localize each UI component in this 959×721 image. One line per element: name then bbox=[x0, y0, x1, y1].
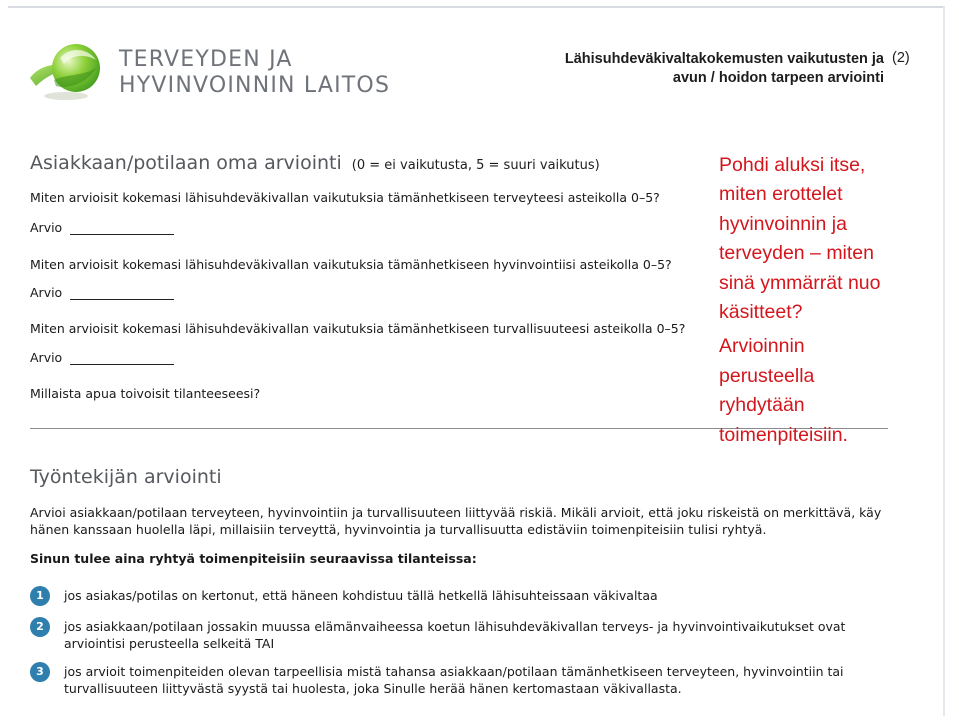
worker-instructions bbox=[30, 504, 920, 538]
side-note-line: Arvioinnin bbox=[719, 335, 805, 358]
action-item-text bbox=[64, 618, 894, 652]
top-border bbox=[8, 6, 943, 8]
action-item-text bbox=[64, 587, 894, 604]
side-note-line: perusteella bbox=[719, 364, 815, 387]
page-marker: (2) bbox=[892, 50, 910, 66]
worker-instructions-line2: hänen kanssaan huolella läpi, millaisiin terveyttä, hyvinvointia ja turvallisuutta edistäviin toimenpiteisiin tulisi ryhtyä. bbox=[30, 522, 767, 537]
side-note-line: terveyden – miten bbox=[719, 242, 875, 265]
thl-logo bbox=[26, 38, 391, 102]
question-health: Miten arvioisit kokemasi lähisuhdeväkivallan vaikutuksia tämänhetkiseen terveyteesi asteikolla 0–5? bbox=[30, 190, 660, 205]
side-note-line: ryhdytään bbox=[719, 394, 805, 417]
arvio-answer-line-1[interactable] bbox=[70, 234, 174, 235]
action-item-line1: jos arvioit toimenpiteiden olevan tarpeellisia mistä tahansa asiakkaan/potilaan tämänhetkiseen terveyteen, hyvinvointiin tai bbox=[64, 664, 844, 679]
question-wellbeing: Miten arvioisit kokemasi lähisuhdeväkivallan vaikutuksia tämänhetkiseen hyvinvointiisi asteikolla 0–5? bbox=[30, 257, 672, 272]
document-title-line2: avun / hoidon tarpeen arviointi bbox=[672, 70, 884, 86]
right-border bbox=[943, 6, 945, 716]
action-item-line2: arviointisi perusteella selkeitä TAI bbox=[64, 636, 275, 651]
document-title-line1: Lähisuhdeväkivaltakokemusten vaikutusten ja bbox=[564, 51, 884, 67]
side-note bbox=[719, 151, 880, 450]
number-badge-3: 3 bbox=[30, 662, 50, 682]
side-note-line: sinä ymmärrät nuo bbox=[719, 271, 881, 294]
document-title bbox=[565, 50, 884, 88]
logo-text-line2: HYVINVOINNIN LAITOS bbox=[119, 73, 391, 98]
logo-leaf-icon bbox=[26, 38, 106, 102]
side-note-line: hyvinvoinnin ja bbox=[719, 212, 847, 235]
scale-note: (0 = ei vaikutusta, 5 = suuri vaikutus) bbox=[351, 158, 600, 173]
arvio-label-3: Arvio bbox=[30, 350, 63, 365]
help-question: Millaista apua toivoisit tilanteeseesi? bbox=[30, 386, 261, 401]
side-note-line: miten erottelet bbox=[719, 183, 843, 206]
action-item-line1: jos asiakkaan/potilaan jossakin muussa elämänvaiheessa koetun lähisuhdeväkivallan terveys- ja hyvinvointivaikutukset ovat bbox=[64, 619, 846, 634]
must-act-heading: Sinun tulee aina ryhtyä toimenpiteisiin seuraavissa tilanteissa: bbox=[30, 551, 477, 566]
number-badge-2: 2 bbox=[30, 617, 50, 637]
arvio-answer-line-3[interactable] bbox=[70, 364, 174, 365]
question-safety: Miten arvioisit kokemasi lähisuhdeväkivallan vaikutuksia tämänhetkiseen turvallisuuteesi asteikolla 0–5? bbox=[30, 321, 686, 336]
side-note-line: käsitteet? bbox=[719, 301, 803, 324]
side-note-line: toimenpiteisiin. bbox=[719, 423, 848, 446]
side-note-line: Pohdi aluksi itse, bbox=[719, 154, 866, 176]
worker-assessment-heading: Työntekijän arviointi bbox=[30, 466, 222, 488]
self-assessment-heading bbox=[30, 152, 600, 174]
action-item-text bbox=[64, 663, 894, 697]
number-badge-1: 1 bbox=[30, 586, 50, 606]
arvio-answer-line-2[interactable] bbox=[70, 299, 174, 300]
arvio-label-2: Arvio bbox=[30, 285, 63, 300]
worker-instructions-line1: Arvioi asiakkaan/potilaan terveyteen, hyvinvointiin ja turvallisuuteen liittyvää riskiä. Mikäli arvioit, että joku riskeistä on merkittävä, käy bbox=[30, 505, 882, 520]
self-assessment-title: Asiakkaan/potilaan oma arviointi bbox=[30, 152, 342, 174]
action-item-line1: jos asiakas/potilas on kertonut, että häneen kohdistuu tällä hetkellä lähisuhteissaan väkivaltaa bbox=[64, 588, 658, 603]
logo-text-line1: TERVEYDEN JA bbox=[119, 47, 293, 72]
arvio-label-1: Arvio bbox=[30, 220, 63, 235]
action-item-line2: turvallisuuteen liittyvästä syystä tai huolesta, joka Sinulle herää hänen kertomastaan väkivallasta. bbox=[64, 681, 682, 696]
